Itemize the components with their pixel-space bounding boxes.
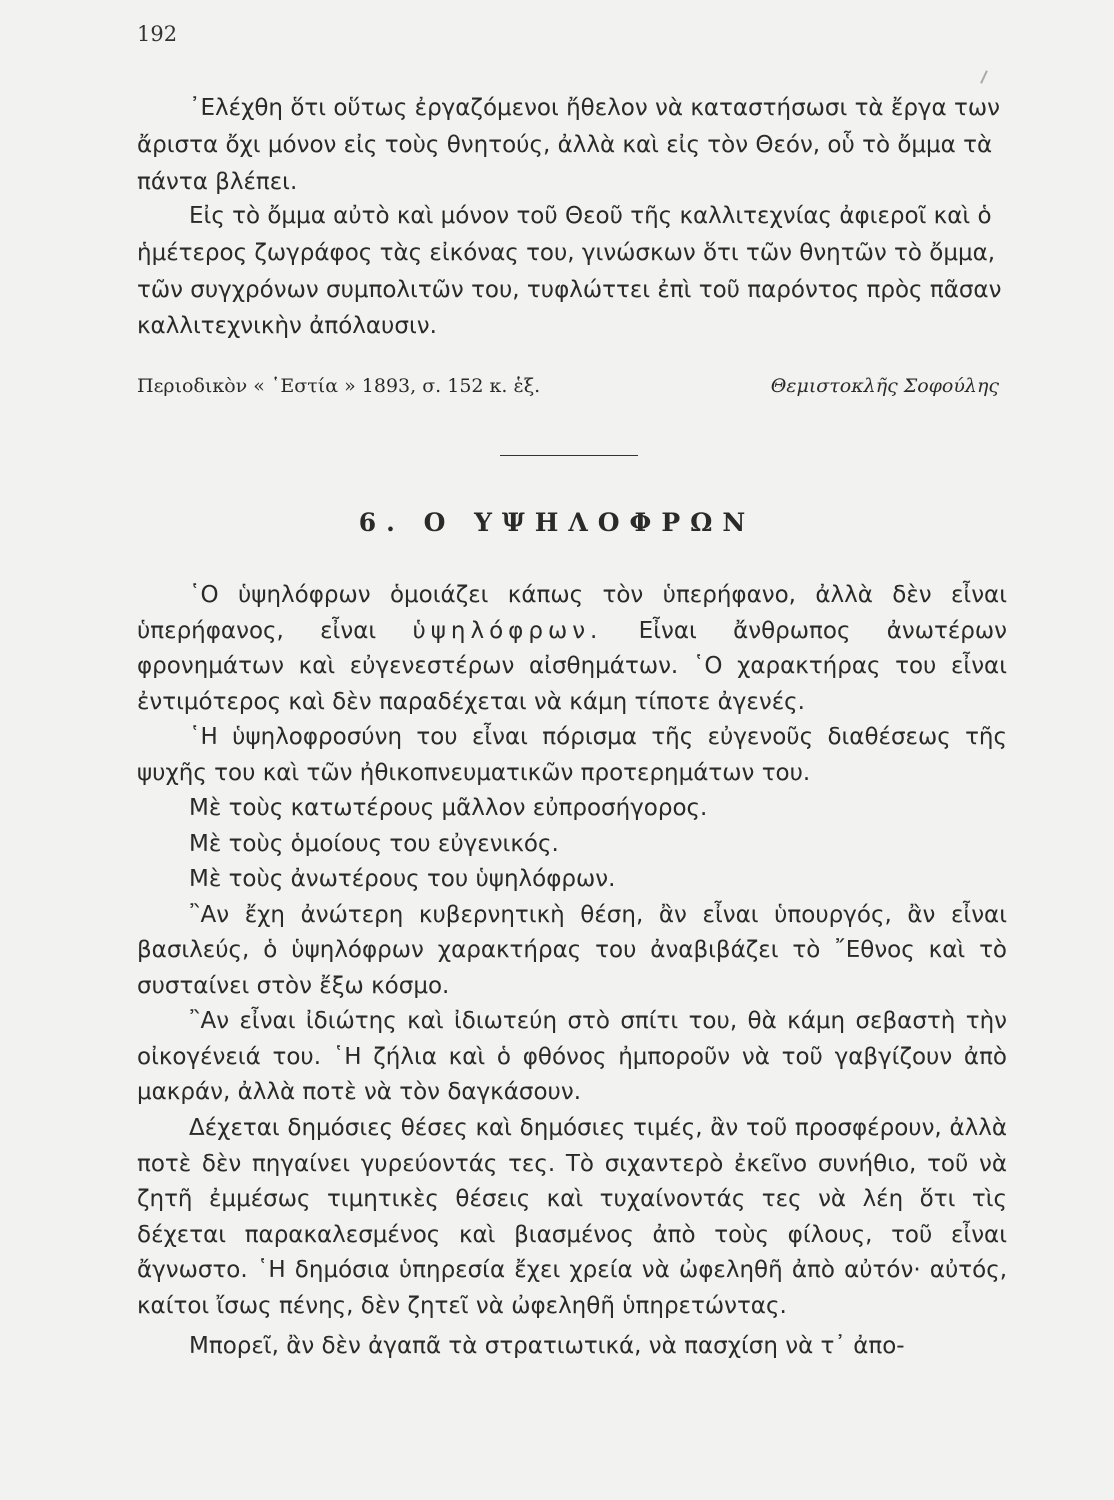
section-divider bbox=[500, 455, 638, 456]
chapter-paragraph-4: Μὲ τοὺς ὁμοίους του εὐγενικός. bbox=[189, 830, 559, 857]
chapter-paragraph-5: Μὲ τοὺς ἀνωτέρους του ὑψηλόφρων. bbox=[189, 866, 616, 893]
chapter-paragraph-9: Μπορεῖ, ἂν δὲν ἀγαπᾶ τὰ στρατιωτικά, νὰ πασχίση νὰ τ᾿ ἀπο- bbox=[189, 1333, 905, 1360]
chapter-paragraph-6: ῍Αν ἔχη ἀνώτερη κυβερνητικὴ θέση, ἂν εἶναι ὑπουργός, ἂν εἶναι βασιλεύς, ὁ ὑψηλόφρων χαρακτήρας του ἀναβιβάζει τὸ ῎Εθνος καὶ τὸ συσταίνει στὸν ἔξω κόσμο. bbox=[137, 901, 1007, 999]
chapter-paragraph-8: Δέχεται δημόσιες θέσες καὶ δημόσιες τιμές, ἂν τοῦ προσφέρουν, ἀλλὰ ποτὲ δὲν πηγαίνει γυρεύοντάς τες. Τὸ σιχαντερὸ ἐκεῖνο συνήθιο, τοῦ νὰ ζητῆ ἐμμέσως τιμητικὲς θέσεις καὶ τυχαίνοντάς τες νὰ λέη ὅτι τὶς δέχεται παρακαλεσμένος καὶ βιασμένος ἀπὸ τοὺς φίλους, τοῦ εἶναι ἄγνωστο. ῾Η δημόσια ὑπηρεσία ἔχει χρεία νὰ ὠφεληθῆ ἀπὸ αὐτόν· αὐτός, καίτοι ἴσως πένης, δὲν ζητεῖ νὰ ὠφεληθῆ ὑπηρετώντας. bbox=[137, 1114, 1007, 1319]
chapter-paragraph-1 bbox=[137, 578, 1007, 720]
chapter-number: 6. bbox=[358, 508, 405, 537]
chapter-paragraph-2: ῾Η ὑψηλοφροσύνη του εἶναι πόρισμα τῆς εὐγενοῦς διαθέσεως τῆς ψυχῆς του καὶ τῶν ἠθικοπνευματικῶν προτερημάτων του. bbox=[137, 724, 1007, 786]
source-author: Θεμιστοκλῆς Σοφούλης bbox=[770, 375, 999, 397]
chapter-p1-end: Εἶναι ἄνθρωπος ἀνωτέρων φρονημάτων καὶ εὐγενεστέρων αἰσθημάτων. ῾Ο χαρακτήρας του εἶναι ἐντιμότερος καὶ δὲν παραδέχεται νὰ κάμη τίποτε ἀγενές. bbox=[137, 617, 1007, 715]
chapter-p1-spaced-word: ὑψηλόφρων. bbox=[412, 617, 603, 644]
chapter-paragraph-7: ῍Αν εἶναι ἰδιώτης καὶ ἰδιωτεύη στὸ σπίτι του, θὰ κάμη σεβαστὴ τὴν οἰκογένειά του. ῾Η ζήλια καὶ ὁ φθόνος ἠμποροῦν νὰ τοῦ γαβγίζουν ἀπὸ μακράν, ἀλλὰ ποτὲ νὰ τὸν δαγκάσουν. bbox=[137, 1008, 1007, 1106]
intro-paragraph-2: Εἰς τὸ ὄμμα αὐτὸ καὶ μόνον τοῦ Θεοῦ τῆς καλλιτεχνίας ἀφιεροῖ καὶ ὁ ἡμέτερος ζωγράφος τὰς εἰκόνας του, γινώσκων ὅτι τῶν θνητῶν τὸ ὄμμα, τῶν συγχρόνων συμπολιτῶν του, τυφλώττει ἐπὶ τοῦ παρόντος πρὸς πᾶσαν καλλιτεχνικὴν ἀπόλαυσιν. bbox=[137, 203, 1002, 340]
source-citation-line bbox=[137, 375, 999, 397]
chapter-heading bbox=[0, 508, 1114, 537]
chapter-title: Ο ΥΨΗΛΟΦΡΩΝ bbox=[423, 508, 756, 537]
paper-speck bbox=[980, 70, 988, 84]
chapter-p1-start: ῾Ο ὑψηλόφρων ὁμοιάζει κάπως τὸν ὑπερήφανο, ἀλλὰ δὲν εἶναι ὑπερήφανος, εἶναι bbox=[137, 582, 1007, 644]
intro-paragraph-1: ᾿Ελέχθη ὅτι οὕτως ἐργαζόμενοι ἤθελον νὰ καταστήσωσι τὰ ἔργα των ἄριστα ὄχι μόνον εἰς τοὺς θνητούς, ἀλλὰ καὶ εἰς τὸν Θεόν, οὗ τὸ ὄμμα τὰ πάντα βλέπει. bbox=[137, 95, 1000, 195]
chapter-body bbox=[137, 578, 1007, 1365]
page-number: 192 bbox=[137, 22, 178, 46]
chapter-paragraph-3: Μὲ τοὺς κατωτέρους μᾶλλον εὐπροσήγορος. bbox=[189, 795, 708, 822]
source-citation: Περιοδικὸν « ῾Εστία » 1893, σ. 152 κ. ἑξ. bbox=[137, 375, 541, 397]
